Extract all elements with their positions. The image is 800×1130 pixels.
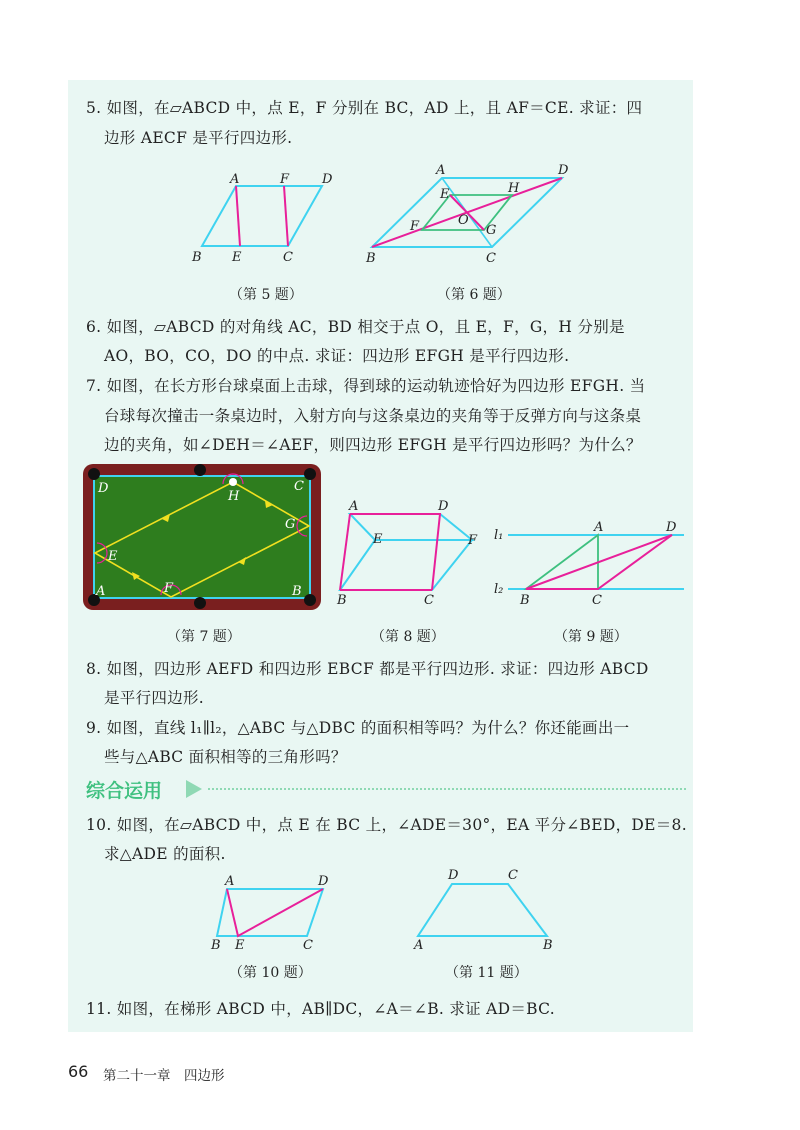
- cue-ball: [229, 478, 237, 486]
- triangle-abc: [526, 535, 598, 589]
- label-d: D: [98, 481, 109, 496]
- label-a: A: [349, 499, 359, 514]
- section-arrow-icon: [186, 780, 202, 798]
- label-c: C: [592, 593, 602, 608]
- segments-ad-dc: [350, 514, 440, 590]
- section-header: [86, 776, 686, 802]
- segment-ae: [236, 186, 240, 246]
- label-a: A: [594, 520, 604, 535]
- label-c: C: [303, 938, 313, 953]
- parallelogram-aefd-top: [350, 514, 472, 540]
- label-d: D: [438, 499, 449, 514]
- problem-7-line-2: 台球每次撞击一条桌边时，入射方向与这条桌边的夹角等于反弹方向与这条桌: [104, 407, 642, 425]
- caption-fig10: （第 10 题）: [229, 965, 312, 981]
- label-a: A: [230, 172, 240, 187]
- label-c: C: [508, 868, 518, 883]
- problem-6-line-1: 6. 如图，▱ABCD 的对角线 AC，BD 相交于点 O，且 E，F，G，H 分别是: [86, 318, 625, 336]
- label-f: F: [280, 172, 290, 187]
- label-f: F: [164, 581, 174, 596]
- label-d: D: [448, 868, 459, 883]
- parallelogram-abcd: [202, 186, 322, 246]
- label-d: D: [666, 520, 677, 535]
- problem-8-line-1: 8. 如图，四边形 AEFD 和四边形 EBCF 都是平行四边形. 求证：四边形 ABCD: [86, 660, 649, 678]
- caption-fig6: （第 6 题）: [437, 287, 511, 303]
- problem-9-line-1: 9. 如图，直线 l₁∥l₂，△ABC 与△DBC 的面积相等吗？为什么？你还能画出一: [86, 719, 630, 737]
- triangle-dbc: [526, 535, 672, 589]
- segment-cf: [284, 186, 288, 246]
- label-a: A: [225, 874, 235, 889]
- pocket-top-middle: [194, 464, 206, 476]
- caption-fig8: （第 8 题）: [371, 629, 445, 645]
- page-number: 66: [68, 1062, 89, 1081]
- label-d: D: [558, 163, 569, 178]
- figure-6: [360, 160, 580, 268]
- trapezoid-abcd: [418, 884, 547, 936]
- figure-8: [335, 496, 485, 611]
- problem-8-line-2: 是平行四边形.: [104, 689, 205, 707]
- label-l2: l₂: [494, 582, 504, 597]
- pocket-bottom-right: [304, 594, 316, 606]
- label-g: G: [285, 517, 296, 532]
- pocket-bottom-middle: [194, 597, 206, 609]
- pocket-top-right: [304, 468, 316, 480]
- label-b: B: [211, 938, 221, 953]
- label-c: C: [486, 251, 496, 266]
- label-d: D: [318, 874, 329, 889]
- problem-9-line-2: 些与△ABC 面积相等的三角形吗？: [104, 748, 347, 766]
- pocket-top-left: [88, 468, 100, 480]
- figure-9: [490, 518, 685, 610]
- caption-fig11: （第 11 题）: [445, 965, 528, 981]
- label-h: H: [508, 181, 520, 196]
- label-h: H: [228, 489, 240, 504]
- label-b: B: [543, 938, 553, 953]
- label-b: B: [292, 584, 302, 599]
- problem-5-line-2: 边形 AECF 是平行四边形.: [104, 129, 293, 147]
- label-e: E: [373, 532, 383, 547]
- section-title: 综合运用: [86, 780, 163, 802]
- label-b: B: [337, 593, 347, 608]
- label-b: B: [366, 251, 376, 266]
- label-e: E: [235, 938, 245, 953]
- label-c: C: [294, 479, 304, 494]
- problem-10-line-1: 10. 如图，在▱ABCD 中，点 E 在 BC 上，∠ADE＝30°，EA 平分∠BED，DE＝8.: [86, 816, 687, 834]
- label-f: F: [410, 219, 420, 234]
- label-d: D: [322, 172, 333, 187]
- caption-fig9: （第 9 题）: [554, 629, 628, 645]
- problem-10-line-2: 求△ADE 的面积.: [104, 845, 226, 863]
- label-l1: l₁: [494, 528, 504, 543]
- problem-11-line-1: 11. 如图，在梯形 ABCD 中，AB∥DC，∠A＝∠B. 求证 AD＝BC.: [86, 1000, 555, 1018]
- problem-6-line-2: AO，BO，CO，DO 的中点. 求证：四边形 EFGH 是平行四边形.: [104, 347, 570, 365]
- figure-7-billiard-table: [82, 462, 322, 612]
- figure-10: [205, 872, 340, 952]
- label-e: E: [108, 549, 118, 564]
- caption-fig7: （第 7 题）: [167, 629, 241, 645]
- figure-5: [190, 165, 340, 270]
- problem-5-line-1: 5. 如图，在▱ABCD 中，点 E，F 分别在 BC，AD 上，且 AF＝CE. 求证：四: [86, 99, 643, 117]
- label-b: B: [520, 593, 530, 608]
- chapter-title: 第二十一章 四边形: [103, 1068, 225, 1084]
- label-g: G: [486, 223, 497, 238]
- label-f: F: [468, 533, 478, 548]
- section-divider: [208, 788, 686, 790]
- figure-11: [410, 866, 560, 952]
- problem-7-line-3: 边的夹角，如∠DEH＝∠AEF，则四边形 EFGH 是平行四边形吗？为什么？: [104, 436, 642, 454]
- parallelogram-ebcf: [340, 540, 472, 590]
- label-e: E: [232, 250, 242, 265]
- label-e: E: [440, 187, 450, 202]
- problem-7-line-1: 7. 如图，在长方形台球桌面上击球，得到球的运动轨迹恰好为四边形 EFGH. 当: [86, 377, 646, 395]
- label-a: A: [414, 938, 424, 953]
- label-a: A: [96, 584, 106, 599]
- label-c: C: [424, 593, 434, 608]
- label-b: B: [192, 250, 202, 265]
- label-c: C: [283, 250, 293, 265]
- caption-fig5: （第 5 题）: [229, 287, 303, 303]
- label-o: O: [458, 213, 469, 228]
- label-a: A: [436, 163, 446, 178]
